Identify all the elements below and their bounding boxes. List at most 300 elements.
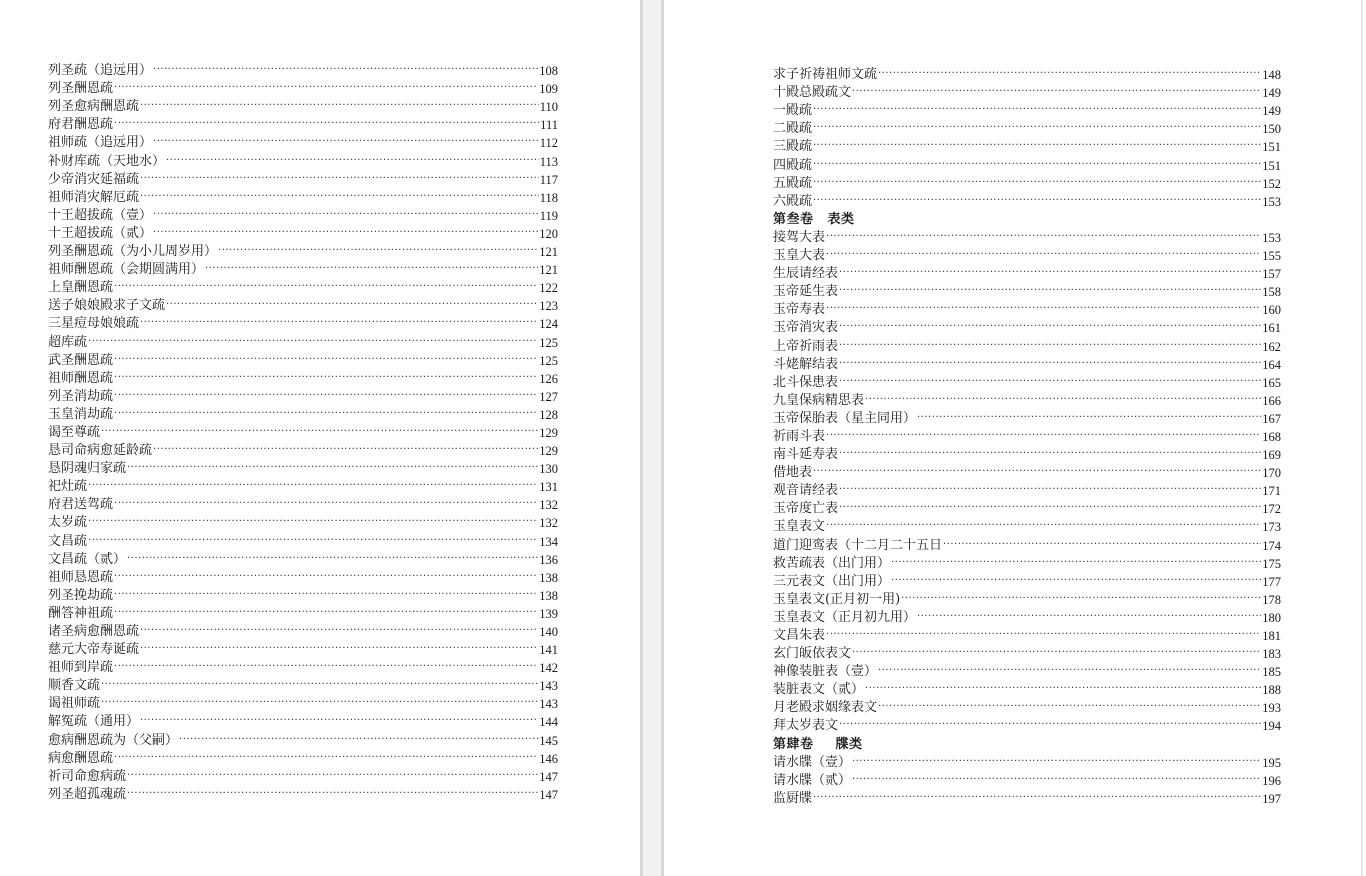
toc-entry-page: 161 bbox=[1262, 321, 1281, 336]
toc-entry-title: 武圣酬恩疏 bbox=[48, 352, 114, 368]
toc-entry-title: 一殿疏 bbox=[773, 103, 813, 119]
toc-entry-page: 125 bbox=[539, 353, 558, 368]
dot-leader bbox=[88, 335, 538, 349]
toc-entry-title: 诸圣病愈酬恩疏 bbox=[48, 624, 140, 639]
toc-entry bbox=[773, 464, 1281, 482]
dot-leader bbox=[813, 103, 1261, 117]
toc-entry-title: 祖师到岸疏 bbox=[48, 660, 114, 676]
toc-entry bbox=[773, 120, 1281, 138]
toc-entry-page: 196 bbox=[1262, 773, 1281, 788]
toc-entry-title: 北斗保患表 bbox=[773, 374, 839, 390]
toc-entry-title: 祖师消灾解厄疏 bbox=[48, 189, 140, 205]
dot-leader bbox=[114, 751, 538, 765]
toc-entry bbox=[773, 591, 1281, 609]
toc-entry-page: 145 bbox=[539, 733, 558, 748]
dot-leader bbox=[839, 375, 1261, 389]
toc-entry-title: 玄门皈依表文 bbox=[773, 646, 852, 662]
section-volume: 第叁卷 bbox=[773, 211, 814, 227]
toc-entry-title: 拜太岁表文 bbox=[773, 718, 839, 734]
toc-entry-title: 十王超拔疏（贰） bbox=[48, 225, 153, 241]
toc-entry-title: 祖师酬恩疏 bbox=[48, 370, 114, 386]
toc-entry bbox=[48, 406, 558, 424]
toc-entry-title: 求子祈祷祖师文疏 bbox=[773, 67, 878, 83]
toc-entry-page: 109 bbox=[539, 82, 558, 97]
toc-entry bbox=[48, 587, 558, 605]
dot-leader bbox=[114, 570, 538, 584]
dot-leader bbox=[826, 429, 1261, 443]
toc-entry-page: 126 bbox=[539, 371, 558, 386]
toc-entry bbox=[773, 374, 1281, 392]
toc-entry-page: 123 bbox=[539, 299, 558, 314]
toc-entry bbox=[773, 536, 1281, 554]
toc-entry bbox=[48, 695, 558, 713]
toc-entry bbox=[773, 410, 1281, 428]
toc-entry-page: 129 bbox=[539, 425, 558, 440]
toc-entry-title: 酬答神祖疏 bbox=[48, 605, 114, 621]
dot-leader bbox=[852, 755, 1261, 769]
dot-leader bbox=[852, 85, 1261, 99]
toc-entry-page: 169 bbox=[1262, 448, 1281, 463]
dot-leader bbox=[839, 284, 1261, 298]
toc-entry-title: 府君酬恩疏 bbox=[48, 117, 114, 133]
toc-entry bbox=[773, 518, 1281, 536]
toc-entry-page: 129 bbox=[539, 444, 558, 459]
toc-entry-title: 玉帝消灾表 bbox=[773, 320, 839, 336]
toc-entry-title: 上皇酬恩疏 bbox=[48, 280, 114, 296]
toc-entry bbox=[773, 500, 1281, 518]
toc-entry-page: 167 bbox=[1262, 411, 1281, 426]
toc-entry-page: 197 bbox=[1262, 791, 1281, 806]
toc-entry-title: 谒祖师疏 bbox=[48, 696, 101, 712]
toc-entry-page: 164 bbox=[1262, 357, 1281, 372]
dot-leader bbox=[218, 244, 538, 258]
toc-entry-page: 155 bbox=[1262, 249, 1281, 264]
toc-entry bbox=[48, 713, 558, 731]
toc-entry bbox=[48, 677, 558, 695]
toc-entry-title: 顺香文疏 bbox=[48, 678, 101, 694]
toc-entry-page: 183 bbox=[1262, 647, 1281, 662]
dot-leader bbox=[813, 121, 1261, 135]
toc-entry-page: 147 bbox=[539, 787, 558, 802]
toc-entry-title: 神像装脏表（壹） bbox=[773, 664, 878, 680]
toc-entry bbox=[48, 297, 558, 315]
dot-leader bbox=[839, 266, 1261, 280]
toc-entry bbox=[773, 265, 1281, 283]
toc-entry-page: 139 bbox=[539, 606, 558, 621]
dot-leader bbox=[114, 389, 538, 403]
toc-entry-title: 祖师酬恩疏（会期圆满用） bbox=[48, 262, 205, 278]
toc-entry-page: 160 bbox=[1262, 303, 1281, 318]
dot-leader bbox=[101, 696, 538, 710]
toc-entry bbox=[48, 623, 558, 641]
toc-entry-page: 194 bbox=[1262, 719, 1281, 734]
toc-entry-title: 装脏表文（贰） bbox=[773, 682, 865, 698]
dot-leader bbox=[205, 262, 538, 276]
toc-entry bbox=[48, 605, 558, 623]
toc-entry-page: 142 bbox=[539, 661, 558, 676]
toc-entry-page: 132 bbox=[539, 516, 558, 531]
toc-entry bbox=[773, 681, 1281, 699]
toc-entry bbox=[48, 370, 558, 388]
dot-leader bbox=[839, 357, 1261, 371]
toc-entry bbox=[48, 243, 558, 261]
toc-entry bbox=[773, 609, 1281, 627]
toc-entry-title: 监厨牒 bbox=[773, 790, 813, 806]
toc-entry-page: 149 bbox=[1262, 104, 1281, 119]
toc-entry bbox=[48, 442, 558, 460]
dot-leader bbox=[865, 682, 1261, 696]
toc-entry bbox=[773, 337, 1281, 355]
toc-entry-title: 补财库疏（天地水） bbox=[48, 153, 166, 169]
toc-entry-page: 111 bbox=[540, 118, 558, 133]
toc-entry bbox=[773, 573, 1281, 591]
toc-entry bbox=[773, 229, 1281, 247]
toc-entry-page: 165 bbox=[1262, 375, 1281, 390]
dot-leader bbox=[114, 371, 538, 385]
toc-entry-page: 157 bbox=[1262, 267, 1281, 282]
toc-entry bbox=[773, 754, 1281, 772]
toc-entry bbox=[773, 301, 1281, 319]
dot-leader bbox=[114, 407, 538, 421]
dot-leader bbox=[839, 339, 1261, 353]
dot-leader bbox=[88, 515, 538, 529]
toc-entry-page: 147 bbox=[539, 769, 558, 784]
toc-entry-title: 恳司命病愈延龄疏 bbox=[48, 443, 153, 459]
toc-entry-page: 166 bbox=[1262, 393, 1281, 408]
toc-entry-title: 请水牒（贰） bbox=[773, 772, 852, 788]
toc-entry-page: 162 bbox=[1262, 339, 1281, 354]
toc-entry-page: 132 bbox=[539, 498, 558, 513]
toc-entry-title: 玉帝延生表 bbox=[773, 284, 839, 300]
toc-entry-page: 110 bbox=[539, 100, 558, 115]
toc-entry bbox=[48, 261, 558, 279]
dot-leader bbox=[852, 646, 1261, 660]
toc-entry-page: 128 bbox=[539, 407, 558, 422]
toc-entry-title: 请水牒（壹） bbox=[773, 754, 852, 770]
toc-entry bbox=[48, 98, 558, 116]
dot-leader bbox=[813, 465, 1261, 479]
toc-entry-title: 三元表文（出门用） bbox=[773, 573, 891, 589]
toc-entry bbox=[48, 171, 558, 189]
dot-leader bbox=[114, 606, 538, 620]
dot-leader bbox=[153, 63, 538, 77]
dot-leader bbox=[88, 534, 538, 548]
toc-entry bbox=[773, 446, 1281, 464]
toc-right-page bbox=[773, 66, 1281, 808]
toc-left-page bbox=[48, 62, 558, 804]
dot-leader bbox=[153, 443, 538, 457]
dot-leader bbox=[852, 773, 1261, 787]
toc-entry-title: 玉帝寿表 bbox=[773, 302, 826, 318]
toc-entry-title: 太岁疏 bbox=[48, 515, 88, 531]
dot-leader bbox=[839, 501, 1261, 515]
dot-leader bbox=[140, 316, 538, 330]
toc-entry-page: 138 bbox=[539, 570, 558, 585]
toc-entry bbox=[773, 138, 1281, 156]
dot-leader bbox=[878, 664, 1261, 678]
dot-leader bbox=[127, 769, 538, 783]
toc-entry-page: 195 bbox=[1262, 755, 1281, 770]
toc-entry-title: 送子娘娘殿求子文疏 bbox=[48, 298, 166, 314]
toc-entry bbox=[48, 750, 558, 768]
toc-entry bbox=[773, 84, 1281, 102]
toc-entry-page: 177 bbox=[1262, 574, 1281, 589]
toc-entry-page: 124 bbox=[539, 317, 558, 332]
dot-leader bbox=[826, 302, 1261, 316]
toc-entry bbox=[773, 663, 1281, 681]
toc-entry bbox=[48, 279, 558, 297]
toc-entry-page: 170 bbox=[1262, 466, 1281, 481]
toc-entry bbox=[48, 152, 558, 170]
toc-entry bbox=[48, 80, 558, 98]
toc-entry-page: 158 bbox=[1262, 285, 1281, 300]
toc-entry-title: 列圣挽劫疏 bbox=[48, 587, 114, 603]
toc-entry bbox=[48, 532, 558, 550]
toc-entry-page: 141 bbox=[539, 643, 558, 658]
dot-leader bbox=[826, 519, 1261, 533]
toc-entry-title: 三殿疏 bbox=[773, 139, 813, 155]
toc-entry-page: 143 bbox=[539, 697, 558, 712]
toc-entry-page: 175 bbox=[1262, 556, 1281, 571]
toc-entry-page: 134 bbox=[539, 534, 558, 549]
dot-leader bbox=[127, 787, 538, 801]
toc-entry-page: 188 bbox=[1262, 683, 1281, 698]
dot-leader bbox=[140, 642, 538, 656]
toc-entry-page: 168 bbox=[1262, 429, 1281, 444]
toc-entry bbox=[773, 699, 1281, 717]
dot-leader bbox=[839, 483, 1261, 497]
dot-leader bbox=[917, 411, 1261, 425]
toc-entry bbox=[48, 478, 558, 496]
toc-entry-title: 病愈酬恩疏 bbox=[48, 750, 114, 766]
outer-page-edge bbox=[1361, 0, 1363, 876]
dot-leader bbox=[140, 99, 539, 113]
toc-entry-title: 慈元大帝寿诞疏 bbox=[48, 642, 140, 658]
toc-entry-page: 140 bbox=[539, 625, 558, 639]
toc-entry-page: 178 bbox=[1262, 592, 1281, 607]
dot-leader bbox=[153, 226, 538, 240]
toc-entry-title: 十殿总殿疏文 bbox=[773, 85, 852, 101]
toc-entry-page: 130 bbox=[539, 462, 558, 477]
toc-entry-page: 153 bbox=[1262, 230, 1281, 245]
toc-entry bbox=[773, 356, 1281, 374]
toc-group-biao bbox=[773, 229, 1281, 736]
dot-leader bbox=[127, 552, 538, 566]
toc-entry-page: 121 bbox=[539, 263, 558, 278]
toc-entry bbox=[48, 496, 558, 514]
toc-entry-page: 122 bbox=[539, 281, 558, 296]
toc-entry-title: 六殿疏 bbox=[773, 193, 813, 209]
toc-entry bbox=[773, 627, 1281, 645]
toc-entry-page: 120 bbox=[539, 226, 558, 241]
toc-entry-title: 祈雨斗表 bbox=[773, 428, 826, 444]
toc-entry bbox=[48, 225, 558, 243]
section-volume: 第肆卷 bbox=[773, 736, 814, 752]
toc-entry-title: 救苦疏表（出门用） bbox=[773, 555, 891, 571]
toc-entry-title: 五殿疏 bbox=[773, 175, 813, 191]
toc-entry-title: 解冤疏（通用） bbox=[48, 714, 140, 730]
toc-entry-page: 119 bbox=[539, 208, 558, 223]
toc-entry bbox=[48, 424, 558, 442]
toc-entry bbox=[48, 460, 558, 478]
toc-entry-page: 127 bbox=[539, 389, 558, 404]
toc-entry-page: 173 bbox=[1262, 520, 1281, 535]
toc-entry-page: 138 bbox=[539, 588, 558, 603]
toc-entry bbox=[48, 189, 558, 207]
dot-leader bbox=[140, 172, 539, 186]
dot-leader bbox=[114, 280, 538, 294]
toc-entry bbox=[48, 551, 558, 569]
toc-entry-page: 144 bbox=[539, 715, 558, 730]
toc-entry-title: 谒至尊疏 bbox=[48, 424, 101, 440]
section-heading-vol3 bbox=[773, 211, 1281, 229]
dot-leader bbox=[140, 714, 538, 728]
toc-entry-page: 151 bbox=[1262, 140, 1281, 155]
toc-group-su bbox=[773, 66, 1281, 211]
toc-entry-title: 玉皇表文 bbox=[773, 519, 826, 535]
dot-leader bbox=[826, 230, 1261, 244]
toc-entry-page: 108 bbox=[539, 64, 558, 79]
toc-entry bbox=[48, 569, 558, 587]
right-page-edge bbox=[661, 0, 664, 876]
dot-leader bbox=[813, 194, 1261, 208]
toc-entry-title: 道门迎鸾表（十二月二十五日 bbox=[773, 537, 943, 553]
dot-leader bbox=[140, 190, 539, 204]
toc-entry bbox=[48, 116, 558, 134]
toc-entry-title: 二殿疏 bbox=[773, 121, 813, 137]
toc-entry-title: 少帝消灾延福疏 bbox=[48, 171, 140, 187]
toc-entry-title: 列圣酬恩疏 bbox=[48, 81, 114, 97]
toc-entry-title: 愈病酬恩疏为（父嗣） bbox=[48, 732, 179, 748]
toc-entry-title: 列圣超孤魂疏 bbox=[48, 786, 127, 802]
toc-entry-page: 148 bbox=[1262, 68, 1281, 83]
dot-leader bbox=[101, 678, 538, 692]
dot-leader bbox=[813, 791, 1261, 805]
toc-entry bbox=[773, 392, 1281, 410]
toc-entry bbox=[773, 193, 1281, 211]
toc-entry bbox=[48, 659, 558, 677]
dot-leader bbox=[153, 135, 539, 149]
toc-entry bbox=[48, 514, 558, 532]
dot-leader bbox=[179, 733, 538, 747]
toc-entry bbox=[48, 768, 558, 786]
dot-leader bbox=[891, 574, 1261, 588]
toc-entry-title: 玉帝保胎表（星主同用） bbox=[773, 410, 917, 426]
toc-entry bbox=[48, 731, 558, 749]
toc-entry bbox=[773, 283, 1281, 301]
toc-entry-title: 恳阴魂归家疏 bbox=[48, 461, 127, 477]
dot-leader bbox=[826, 628, 1261, 642]
toc-entry-title: 祈司命愈病疏 bbox=[48, 768, 127, 784]
toc-entry-title: 文昌疏（贰） bbox=[48, 551, 127, 567]
toc-entry-title: 上帝祈雨表 bbox=[773, 338, 839, 354]
toc-entry-title: 文昌疏 bbox=[48, 533, 88, 549]
dot-leader bbox=[88, 479, 538, 493]
toc-entry-title: 借地表 bbox=[773, 465, 813, 481]
toc-entry-page: 136 bbox=[539, 552, 558, 567]
toc-entry-title: 斗姥解结表 bbox=[773, 356, 839, 372]
section-heading-vol4 bbox=[773, 735, 1281, 753]
toc-entry-title: 玉皇表文（正月初九用） bbox=[773, 609, 917, 625]
toc-entry-page: 181 bbox=[1262, 629, 1281, 643]
toc-entry bbox=[773, 66, 1281, 84]
dot-leader bbox=[813, 158, 1261, 172]
dot-leader bbox=[839, 320, 1261, 334]
section-category: 牒类 bbox=[835, 736, 863, 752]
dot-leader bbox=[114, 497, 538, 511]
toc-entry bbox=[773, 790, 1281, 808]
dot-leader bbox=[114, 81, 538, 95]
dot-leader bbox=[813, 176, 1261, 190]
dot-leader bbox=[878, 67, 1261, 81]
toc-entry-title: 府君送驾疏 bbox=[48, 497, 114, 513]
dot-leader bbox=[153, 208, 539, 222]
toc-entry-page: 143 bbox=[539, 679, 558, 694]
dot-leader bbox=[891, 556, 1261, 570]
dot-leader bbox=[114, 117, 539, 131]
toc-entry-page: 193 bbox=[1262, 701, 1281, 716]
toc-entry-title: 玉皇大表 bbox=[773, 248, 826, 264]
toc-entry-title: 列圣酬恩疏（为小儿周岁用） bbox=[48, 244, 218, 260]
toc-entry-title: 超库疏 bbox=[48, 334, 88, 350]
toc-entry-title: 三星痘母娘娘疏 bbox=[48, 316, 140, 332]
toc-entry bbox=[773, 717, 1281, 735]
dot-leader bbox=[917, 610, 1261, 624]
toc-entry-page: 125 bbox=[539, 335, 558, 350]
toc-entry bbox=[773, 555, 1281, 573]
toc-entry-page: 121 bbox=[539, 245, 558, 260]
toc-entry-title: 玉皇消劫疏 bbox=[48, 406, 114, 422]
toc-entry-page: 152 bbox=[1262, 176, 1281, 191]
toc-entry-page: 153 bbox=[1262, 194, 1281, 209]
toc-entry bbox=[48, 786, 558, 804]
dot-leader bbox=[901, 592, 1261, 606]
toc-entry bbox=[773, 428, 1281, 446]
toc-entry-title: 玉帝度亡表 bbox=[773, 501, 839, 517]
toc-entry-page: 113 bbox=[539, 154, 558, 169]
toc-entry bbox=[48, 315, 558, 333]
toc-entry bbox=[773, 645, 1281, 663]
toc-group-die bbox=[773, 754, 1281, 808]
toc-entry bbox=[48, 352, 558, 370]
book-gutter bbox=[643, 0, 661, 876]
dot-leader bbox=[943, 538, 1261, 552]
toc-entry bbox=[48, 207, 558, 225]
toc-entry-page: 149 bbox=[1262, 86, 1281, 101]
dot-leader bbox=[114, 588, 538, 602]
toc-entry bbox=[773, 319, 1281, 337]
toc-entry bbox=[773, 102, 1281, 120]
toc-entry-title: 列圣疏（追远用） bbox=[48, 63, 153, 79]
dot-leader bbox=[826, 248, 1261, 262]
toc-entry-page: 151 bbox=[1262, 158, 1281, 173]
toc-entry-title: 玉皇表文(正月初一用) bbox=[773, 591, 901, 607]
toc-entry bbox=[773, 772, 1281, 790]
section-category: 表类 bbox=[827, 211, 855, 227]
toc-entry-title: 月老殿求姻缘表文 bbox=[773, 700, 878, 716]
dot-leader bbox=[166, 154, 539, 168]
toc-entry bbox=[773, 156, 1281, 174]
toc-entry-page: 131 bbox=[539, 480, 558, 495]
toc-entry-page: 117 bbox=[539, 172, 558, 187]
toc-entry bbox=[773, 175, 1281, 193]
toc-entry-title: 列圣愈病酬恩疏 bbox=[48, 99, 140, 115]
toc-entry bbox=[48, 134, 558, 152]
toc-entry-title: 九皇保病精思表 bbox=[773, 392, 865, 408]
toc-entry-title: 列圣消劫疏 bbox=[48, 388, 114, 404]
toc-entry bbox=[48, 62, 558, 80]
dot-leader bbox=[127, 461, 538, 475]
